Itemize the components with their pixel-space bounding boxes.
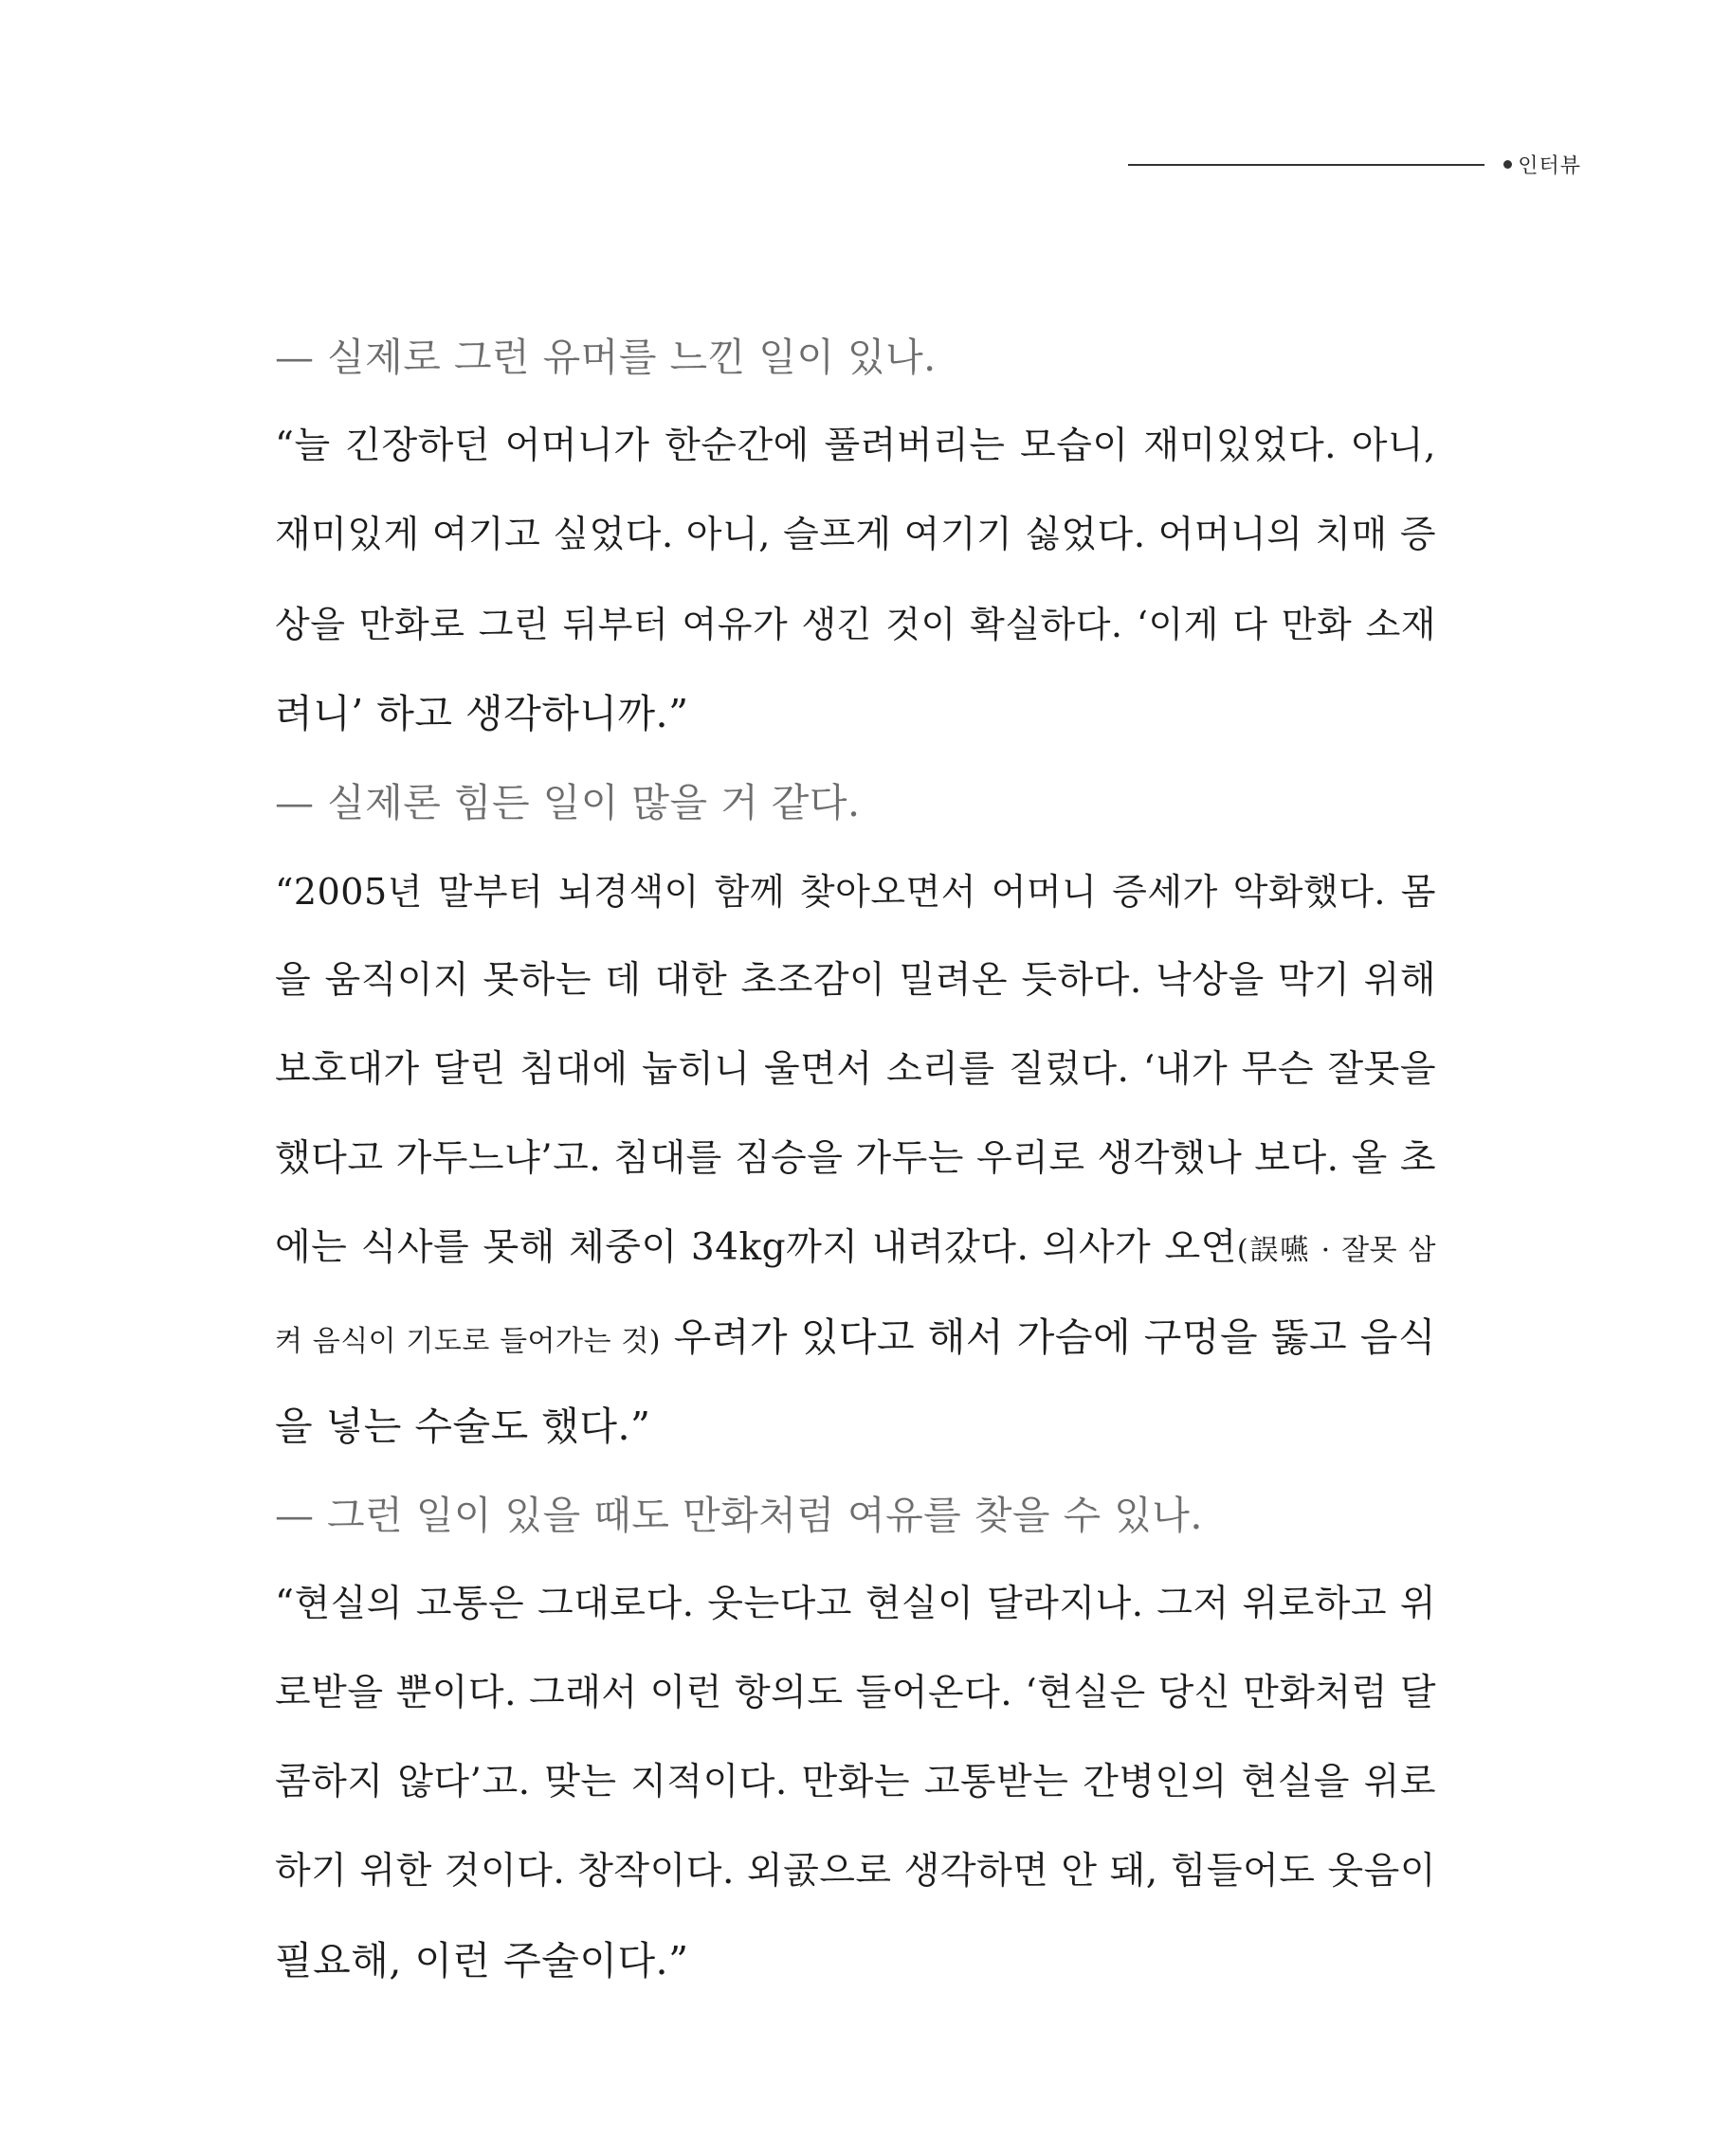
answer-line: 했다고 가두느냐’고. 침대를 짐승을 가두는 우리로 생각했나 보다. 올 초 bbox=[275, 1137, 1436, 1180]
header-rule bbox=[1128, 164, 1484, 166]
answer-line: “2005년 말부터 뇌경색이 함께 찾아오면서 어머니 증세가 악화했다. 몸 bbox=[275, 871, 1436, 913]
answer-text: 우려가 있다고 해서 가슴에 구멍을 뚫고 음식 bbox=[660, 1314, 1437, 1360]
question-line: — 그런 일이 있을 때도 만화처럼 여유를 찾을 수 있나. bbox=[275, 1493, 1203, 1538]
answer-line: “현실의 고통은 그대로다. 웃는다고 현실이 달라지나. 그저 위로하고 위 bbox=[275, 1583, 1436, 1625]
answer-line: 하기 위한 것이다. 창작이다. 외곬으로 생각하면 안 돼, 힘들어도 웃음이 bbox=[275, 1850, 1436, 1893]
question-line: — 실제로 그런 유머를 느낀 일이 있나. bbox=[275, 335, 937, 380]
answer-line: 로받을 뿐이다. 그래서 이런 항의도 들어온다. ‘현실은 당신 만화처럼 달 bbox=[275, 1672, 1436, 1714]
section-label: 인터뷰 bbox=[1518, 154, 1581, 178]
answer-line: 을 움직이지 못하는 데 대한 초조감이 밀려온 듯하다. 낙상을 막기 위해 bbox=[275, 959, 1436, 1002]
answer-line bbox=[275, 1204, 1436, 1293]
answer-line: 려니’ 하고 생각하니까.” bbox=[275, 691, 689, 736]
bullet-icon bbox=[1503, 160, 1512, 169]
section-header bbox=[1128, 150, 1581, 179]
answer-line: 을 넣는 수술도 했다.” bbox=[275, 1404, 651, 1449]
answer-line: 필요해, 이런 주술이다.” bbox=[275, 1938, 689, 1984]
interview-body bbox=[275, 313, 1436, 2005]
answer-text: 에는 식사를 못해 체중이 34kg까지 내려갔다. 의사가 오연 bbox=[275, 1226, 1237, 1269]
answer-line bbox=[275, 1293, 1436, 1382]
answer-line: “늘 긴장하던 어머니가 한순간에 풀려버리는 모습이 재미있었다. 아니, bbox=[275, 425, 1436, 467]
answer-line: 상을 만화로 그린 뒤부터 여유가 생긴 것이 확실하다. ‘이게 다 만화 소재 bbox=[275, 604, 1436, 645]
gloss-note: 켜 음식이 기도로 들어가는 것) bbox=[275, 1325, 661, 1358]
gloss-note: (誤嚥 · 잘못 삼 bbox=[1236, 1234, 1436, 1267]
answer-line: 보호대가 달린 침대에 눕히니 울면서 소리를 질렀다. ‘내가 무슨 잘못을 bbox=[275, 1048, 1436, 1091]
answer-line: 콤하지 않다’고. 맞는 지적이다. 만화는 고통받는 간병인의 현실을 위로 bbox=[275, 1761, 1436, 1803]
answer-line: 재미있게 여기고 싶었다. 아니, 슬프게 여기기 싫었다. 어머니의 치매 증 bbox=[275, 514, 1436, 556]
question-line: — 실제론 힘든 일이 많을 거 같다. bbox=[275, 780, 861, 825]
